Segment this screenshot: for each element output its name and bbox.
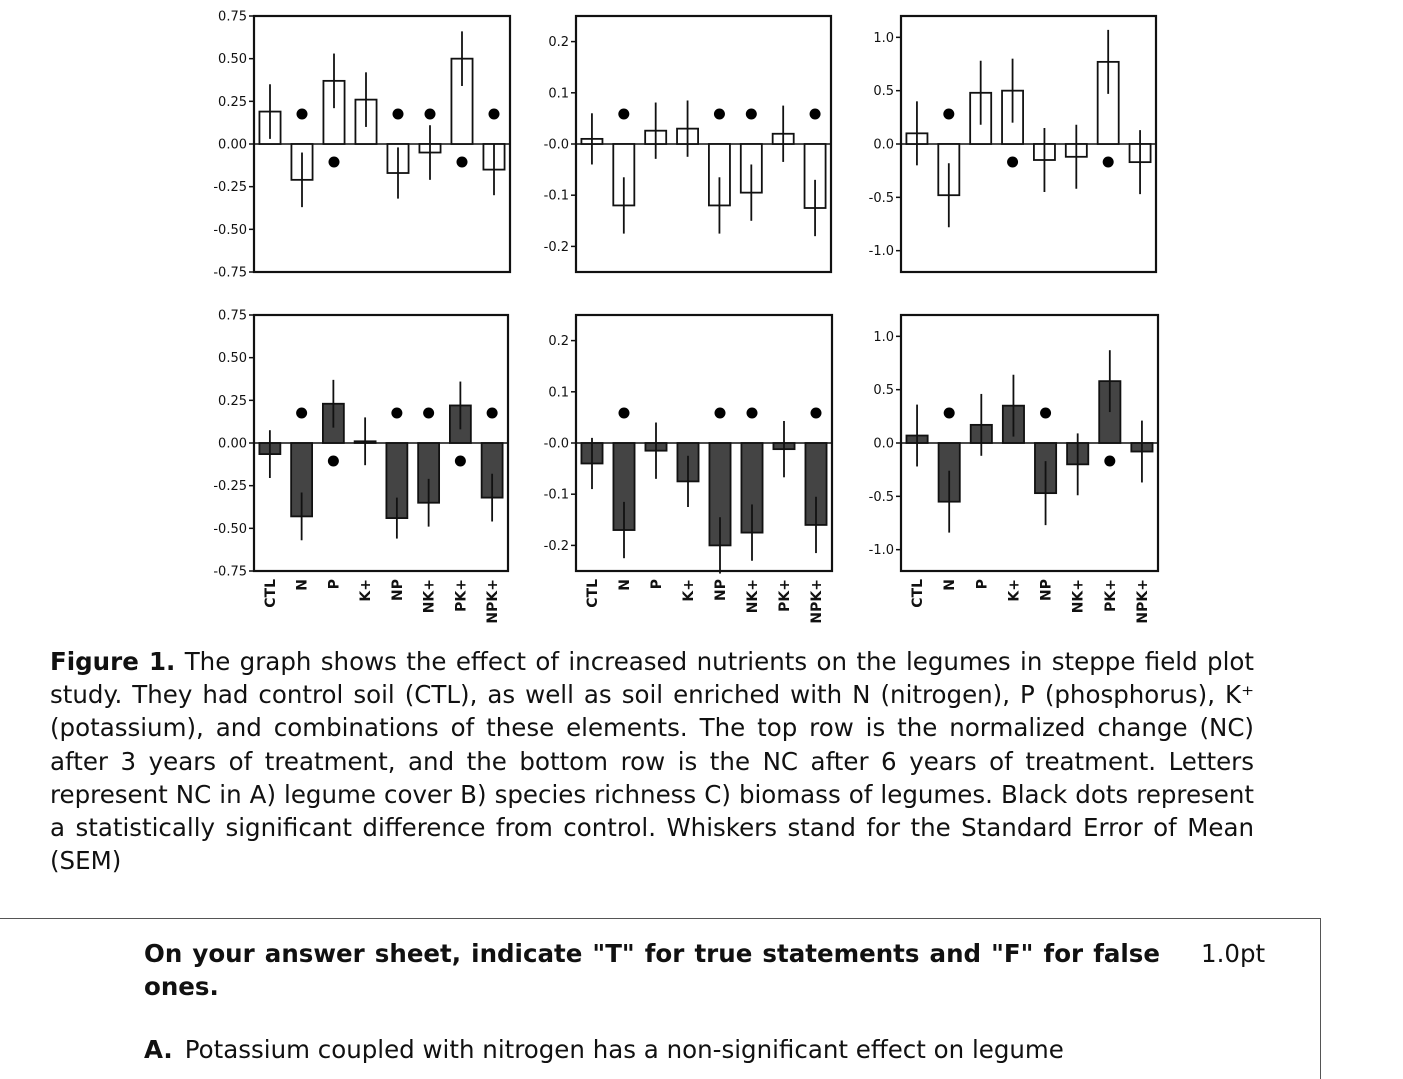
x-tick-label: N: [942, 579, 959, 591]
significance-dot: [811, 408, 822, 419]
significance-dot: [747, 408, 758, 419]
significance-dot: [943, 109, 954, 120]
x-tick-label: NP: [1038, 579, 1055, 601]
x-tick-label: N: [617, 579, 633, 591]
significance-dot: [455, 456, 466, 467]
y-tick-label: 0.0: [873, 436, 894, 452]
x-tick-label: P: [326, 579, 343, 590]
x-tick-label: NPK+: [485, 579, 502, 624]
significance-dot: [457, 157, 468, 168]
significance-dot: [391, 408, 402, 419]
y-tick-label: -0.2: [543, 239, 569, 255]
x-tick-label: CTL: [585, 579, 601, 608]
significance-dot: [1104, 456, 1115, 467]
x-tick-label: PK+: [1102, 579, 1119, 612]
question-points: 1.0pt: [1201, 939, 1266, 968]
significance-dot: [715, 408, 726, 419]
x-tick-label: CTL: [262, 579, 279, 608]
y-tick-label: -0.0: [543, 137, 569, 153]
significance-dot: [296, 408, 307, 419]
chart-panel-top-c: [869, 16, 1156, 272]
statement-a-text: Potassium coupled with nitrogen has a non-significant effect on legume: [184, 1035, 1064, 1064]
significance-dot: [619, 408, 630, 419]
y-tick-label: -1.0: [868, 543, 894, 559]
chart-panel-top-b: [544, 16, 831, 272]
y-tick-label: -0.75: [213, 564, 247, 580]
significance-dot: [714, 109, 725, 120]
x-tick-label: K+: [681, 579, 697, 602]
y-tick-label: 0.75: [218, 308, 247, 324]
chart-panel-bottom-a: [213, 309, 508, 624]
significance-dot: [944, 408, 955, 419]
significance-dot: [393, 109, 404, 120]
x-tick-label: P: [649, 579, 665, 590]
y-tick-label: 0.2: [548, 334, 569, 350]
significance-dot: [1040, 408, 1051, 419]
y-tick-label: 0.0: [873, 137, 894, 153]
y-tick-label: 0.25: [218, 94, 247, 110]
y-tick-label: 1.0: [873, 30, 894, 46]
x-tick-label: CTL: [910, 579, 927, 608]
significance-dot: [487, 408, 498, 419]
significance-dot: [329, 157, 340, 168]
y-tick-label: 0.00: [218, 436, 247, 452]
y-tick-label: -0.50: [213, 521, 247, 537]
chart-panel-bottom-b: [544, 315, 832, 624]
significance-dot: [423, 408, 434, 419]
x-tick-label: NP: [389, 579, 406, 601]
y-tick-label: -0.2: [543, 538, 569, 554]
y-tick-label: 0.00: [218, 137, 247, 153]
y-tick-label: -0.5: [868, 190, 894, 206]
y-tick-label: -0.75: [213, 265, 247, 281]
significance-dot: [1007, 157, 1018, 168]
x-tick-label: K+: [1006, 579, 1023, 602]
x-tick-label: NK+: [1070, 579, 1087, 614]
y-tick-label: -0.5: [868, 489, 894, 505]
statement-a-letter: A.: [144, 1035, 173, 1064]
significance-dot: [746, 109, 757, 120]
y-tick-label: 1.0: [873, 329, 894, 345]
x-tick-label: NPK+: [809, 579, 825, 624]
significance-dot: [297, 109, 308, 120]
significance-dot: [810, 109, 821, 120]
y-tick-label: -1.0: [868, 244, 894, 260]
chart-panel-bottom-c: [869, 315, 1158, 624]
y-tick-label: 0.75: [218, 9, 247, 25]
significance-dot: [1103, 157, 1114, 168]
x-tick-label: PK+: [777, 579, 793, 612]
y-tick-label: 0.1: [548, 86, 569, 102]
y-tick-label: 0.50: [218, 52, 247, 68]
significance-dot: [328, 456, 339, 467]
caption-label: Figure 1.: [50, 647, 176, 676]
y-tick-label: -0.0: [543, 436, 569, 452]
x-tick-label: K+: [358, 579, 375, 602]
significance-dot: [618, 109, 629, 120]
y-tick-label: 0.50: [218, 351, 247, 367]
x-tick-label: NP: [713, 579, 729, 601]
y-tick-label: -0.50: [213, 222, 247, 238]
caption-text: The graph shows the effect of increased nutrients on the legumes in steppe field plot study. They had control soil (CTL), as well as soil enriched with N (nitrogen), P (phosphorus), K⁺ (potassium), and combinations of these elements. The top row is the normalized change (NC) after 3 years of treatment, and the bottom row is the NC after 6 years of treatment. Letters represent NC in A) legume cover B) species richness C) biomass of legumes. Black dots represent a statistically significant difference from control. Whiskers stand for the Standard Error of Mean (SEM): [50, 647, 1254, 876]
y-tick-label: 0.1: [548, 385, 569, 401]
x-tick-label: N: [294, 579, 311, 591]
y-tick-label: -0.1: [543, 487, 569, 503]
x-tick-label: P: [974, 579, 991, 590]
significance-dot: [489, 109, 500, 120]
x-tick-label: NK+: [421, 579, 438, 614]
y-tick-label: -0.1: [543, 188, 569, 204]
statement-a[interactable]: [144, 1033, 1160, 1066]
chart-panel-top-a: [213, 10, 510, 281]
significance-dot: [425, 109, 436, 120]
question-instruction: On your answer sheet, indicate "T" for true statements and "F" for false ones.: [144, 939, 1160, 1002]
y-tick-label: 0.5: [873, 84, 894, 100]
y-tick-label: 0.2: [548, 35, 569, 51]
y-tick-label: -0.25: [213, 180, 247, 196]
figure-caption: [50, 645, 1254, 877]
y-tick-label: -0.25: [213, 479, 247, 495]
x-tick-label: PK+: [453, 579, 470, 612]
y-tick-label: 0.5: [873, 383, 894, 399]
x-tick-label: NPK+: [1134, 579, 1151, 624]
y-tick-label: 0.25: [218, 393, 247, 409]
x-tick-label: NK+: [745, 579, 761, 614]
